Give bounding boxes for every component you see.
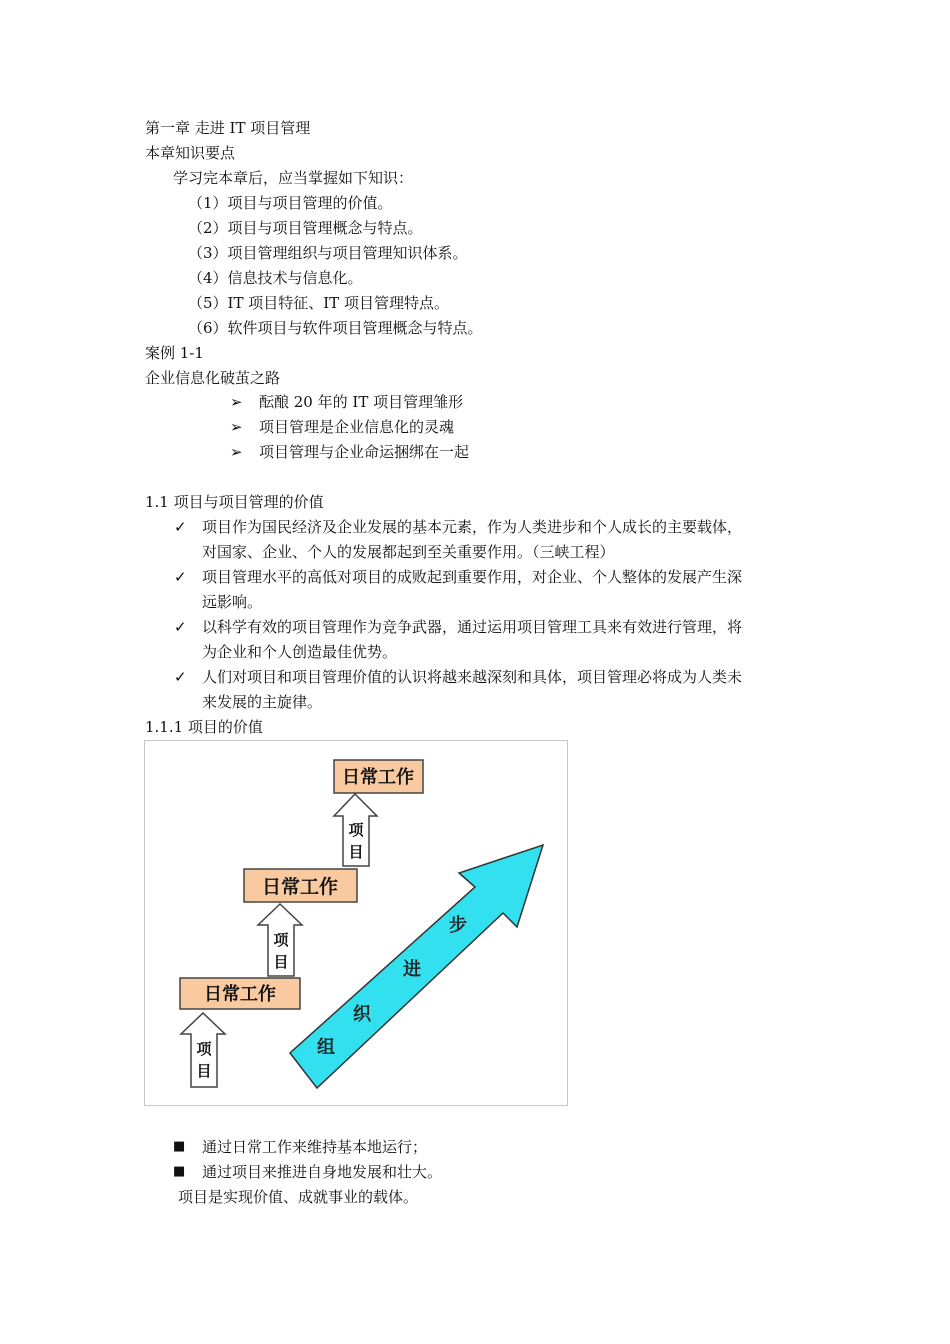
- arrow-bullet-icon: ➢: [230, 418, 243, 436]
- check-item-text: 项目作为国民经济及企业发展的基本元素，作为人类进步和个人成长的主要载体，: [202, 518, 743, 536]
- square-bullet-icon: ■: [173, 1139, 186, 1154]
- arrow-bullet-icon: ➢: [230, 443, 243, 461]
- case-point: 项目管理与企业命运捆绑在一起: [259, 443, 470, 461]
- knowledge-point: （6）软件项目与软件项目管理概念与特点。: [188, 319, 483, 337]
- square-item-text: 通过日常工作来维持基本地运行；: [202, 1138, 428, 1156]
- section-title: 1.1 项目与项目管理的价值: [145, 493, 324, 511]
- check-icon: ✓: [174, 618, 187, 636]
- knowledge-point: （2）项目与项目管理概念与特点。: [188, 219, 423, 237]
- work-box-label: 日常工作: [261, 876, 339, 898]
- arrow-bullet-icon: ➢: [230, 393, 243, 411]
- knowledge-point: （5）IT 项目特征、IT 项目管理特点。: [188, 294, 449, 312]
- check-icon: ✓: [174, 518, 187, 536]
- work-box-label: 日常工作: [342, 767, 414, 788]
- check-item-text: 为企业和个人创造最佳优势。: [202, 643, 398, 661]
- knowledge-point: （4）信息技术与信息化。: [188, 269, 363, 287]
- arrow-char: 织: [353, 1004, 371, 1025]
- check-item-text: 项目管理水平的高低对项目的成败起到重要作用，对企业、个人整体的发展产生深: [202, 568, 743, 586]
- project-value-diagram: [144, 740, 568, 1106]
- project-label: 目: [348, 843, 364, 861]
- chapter-title: 第一章 走进 IT 项目管理: [145, 119, 311, 137]
- check-icon: ✓: [174, 568, 187, 586]
- project-label: 项: [273, 931, 289, 949]
- subsection-title: 1.1.1 项目的价值: [145, 718, 263, 736]
- case-point: 酝酿 20 年的 IT 项目管理雏形: [259, 393, 464, 411]
- check-item-text: 人们对项目和项目管理价值的认识将越来越深刻和具体，项目管理必将成为人类未: [202, 668, 743, 686]
- knowledge-heading: 本章知识要点: [145, 144, 236, 162]
- square-item-text: 通过项目来推进自身地发展和壮大。: [202, 1163, 443, 1181]
- case-point: 项目管理是企业信息化的灵魂: [259, 418, 455, 436]
- intro-text: 学习完本章后，应当掌握如下知识：: [173, 169, 414, 187]
- check-icon: ✓: [174, 668, 187, 686]
- check-item-text: 远影响。: [202, 593, 263, 611]
- knowledge-point: （1）项目与项目管理的价值。: [188, 194, 393, 212]
- knowledge-point: （3）项目管理组织与项目管理知识体系。: [188, 244, 468, 262]
- case-title: 企业信息化破茧之路: [145, 369, 281, 387]
- arrow-char: 进: [403, 959, 421, 980]
- arrow-char: 步: [449, 915, 467, 936]
- check-item-text: 以科学有效的项目管理作为竞争武器，通过运用项目管理工具来有效进行管理，将: [202, 618, 743, 636]
- check-item-text: 来发展的主旋律。: [202, 693, 323, 711]
- check-item-text: 对国家、企业、个人的发展都起到至关重要作用。（三峡工程）: [202, 543, 615, 561]
- work-box-label: 日常工作: [204, 984, 276, 1005]
- arrow-char: 组: [317, 1037, 335, 1058]
- closing-text: 项目是实现价值、成就事业的载体。: [178, 1188, 419, 1206]
- case-label: 案例 1-1: [145, 344, 204, 362]
- project-label: 目: [196, 1062, 212, 1080]
- project-label: 项: [348, 821, 364, 839]
- project-label: 目: [273, 953, 289, 971]
- square-bullet-icon: ■: [173, 1164, 186, 1179]
- project-label: 项: [196, 1040, 212, 1058]
